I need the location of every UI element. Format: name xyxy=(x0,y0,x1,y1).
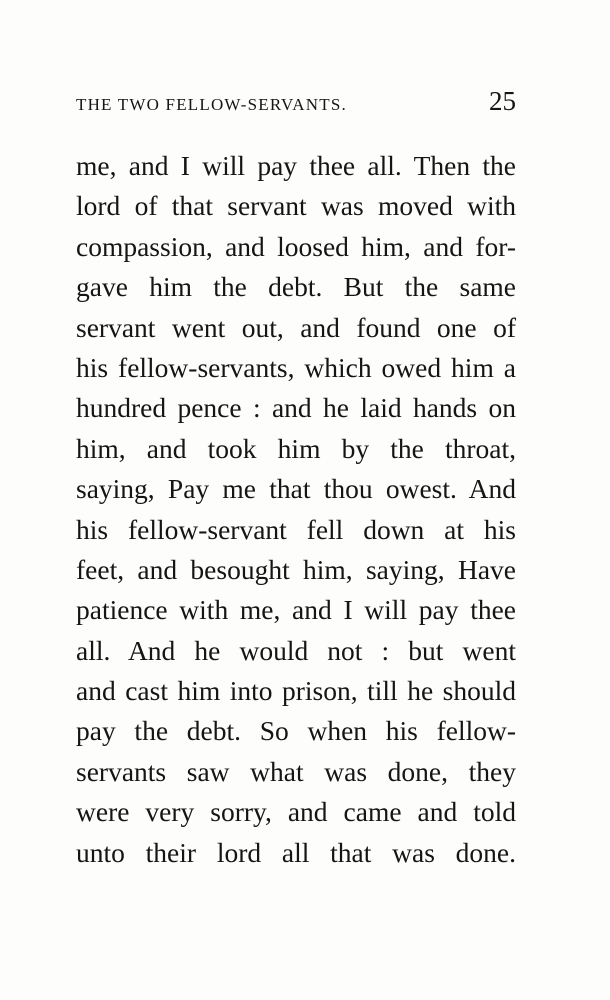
body-text xyxy=(76,146,516,873)
text-line: pay the debt. So when his fellow- xyxy=(76,715,516,747)
running-title: THE TWO FELLOW-SERVANTS. xyxy=(76,95,347,114)
text-line: saying, Pay me that thou owest. And xyxy=(76,473,516,505)
page-number: 25 xyxy=(489,86,516,116)
text-line: and cast him into prison, till he should xyxy=(76,675,516,707)
text-line: unto their lord all that was done. xyxy=(76,836,516,868)
text-line: feet, and besought him, saying, Have xyxy=(76,553,516,585)
text-line: lord of that servant was moved with xyxy=(76,190,516,222)
text-line: hundred pence : and he laid hands on xyxy=(76,392,516,424)
running-head xyxy=(76,88,516,118)
text-line: gave him the debt. But the same xyxy=(76,271,516,303)
text-line: servants saw what was done, they xyxy=(76,755,516,787)
text-line: compassion, and loosed him, and for- xyxy=(76,230,516,262)
text-line: me, and I will pay thee all. Then the xyxy=(76,150,516,181)
text-line: were very sorry, and came and told xyxy=(76,796,516,828)
text-line: patience with me, and I will pay thee xyxy=(76,594,516,626)
text-line: servant went out, and found one of xyxy=(76,311,516,343)
text-line: his fellow-servant fell down at his xyxy=(76,513,516,545)
text-line: his fellow-servants, which owed him a xyxy=(76,351,516,383)
text-line: all. And he would not : but went xyxy=(76,634,516,666)
text-line: him, and took him by the throat, xyxy=(76,432,516,464)
